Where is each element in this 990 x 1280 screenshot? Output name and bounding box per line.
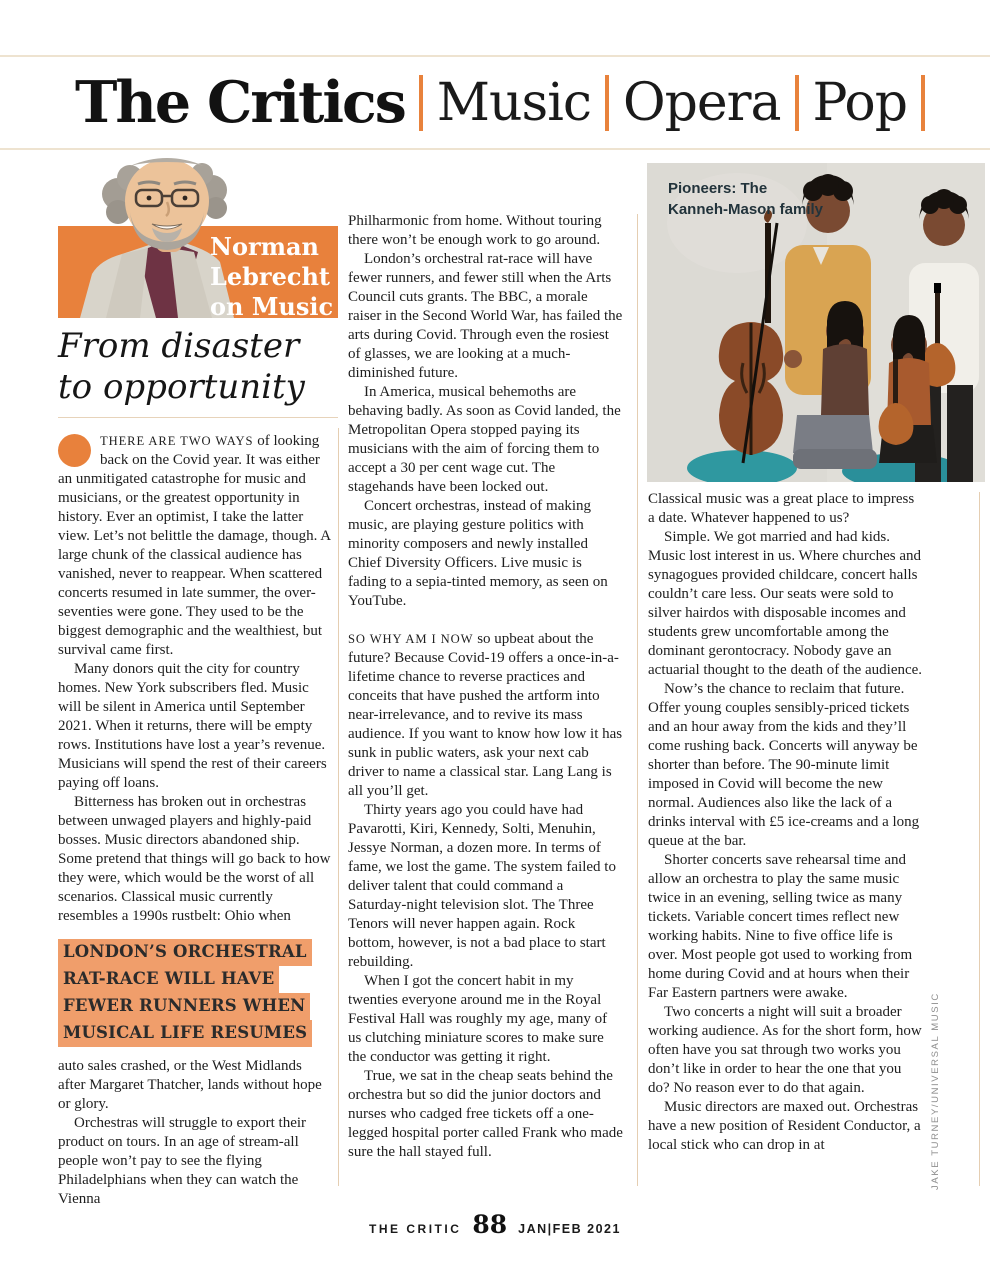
- article-column-1: [58, 432, 333, 1209]
- paragraph: Classical music was a great place to impress a date. Whatever happened to us?: [648, 491, 915, 526]
- column-rule: [637, 214, 638, 1186]
- pull-quote-line: RAT-RACE WILL HAVE: [58, 966, 279, 993]
- photo-caption: [668, 178, 823, 220]
- smallcaps-lead: THERE ARE TWO WAYS: [100, 434, 254, 448]
- paragraph: SO WHY AM I NOW so upbeat about the future? Because Covid-19 offers a once-in-a-lifetime chance to reverse practices and conceits that have pushed the artform into near-irrelevance, and to revive its mass audience. If you want to know how low it has sunk in public waters, ask your next cab driver to name a classical star. Lang Lang is all you’ll get.: [348, 631, 623, 799]
- author-byline-line: on Music: [210, 292, 334, 321]
- section-label-music: Music: [436, 72, 591, 133]
- paragraph: True, we sat in the cheap seats behind the orchestra but so did the junior doctors and nurses who cadged free tickets off a one-legged hospital porter called Frank who made sure the hall stayed full.: [348, 1068, 623, 1160]
- paragraph: Concert orchestras, instead of making music, are playing gesture politics with minority composers and newly installed Chief Diversity Officers. Live music is fading to a sepia-tinted memory, as seen on YouTube.: [348, 498, 608, 609]
- paragraph: Now’s the chance to reclaim that future. Offer young couples sensibly-priced tickets and an hour away from the kids and they’ll come rushing back. Concerts will anyway be shorter than before. The 90-minute limit imposed in Covid will become the new normal. Audiences also like the lack of a drinks interval with £5 ice-creams and a long queue at the bar.: [648, 681, 920, 849]
- paragraph: Bitterness has broken out in orchestras between unwaged players and highly-paid bosses. Music directors abandoned ship. Some pretend that things will go back to how they were, which would be the worst of all scenarios. Classical music currently resembles a 1990s rustbelt: Ohio when: [58, 794, 331, 924]
- paragraph: Shorter concerts save rehearsal time and allow an orchestra to play the same music twice in an evening, selling twice as many tickets. Variable concert times reflect new working habits. Nine to five office life is over. Most people got used to working from home during Covid and at hours when their Far Eastern partners were awake.: [648, 852, 913, 1001]
- author-byline: [210, 232, 340, 322]
- paragraph: Music directors are maxed out. Orchestras have a new position of Resident Conductor, a local stick who can drop in at: [648, 1099, 921, 1153]
- section-label-pop: Pop: [812, 72, 908, 133]
- footer-issue: JAN|FEB 2021: [518, 1222, 621, 1236]
- paragraph: London’s orchestral rat-race will have fewer runners, and fewer still when the Arts Council cuts grants. The BBC, a morale raiser in the Second World War, has failed the arts during Covid. Through even the rosiest of glasses, we are looking at a much-diminished future.: [348, 251, 623, 381]
- article-column-3: [648, 490, 923, 1155]
- pull-quote-line: MUSICAL LIFE RESUMES: [58, 1020, 312, 1047]
- paragraph: THERE ARE TWO WAYS of looking back on the Covid year. It was either an unmitigated catastrophe for music and musicians, or the greatest opportunity in history. Ever an optimist, I take the latter view. Let’s not belittle the damage, though. A large chunk of the classical audience has vanished, never to reappear. When scattered concerts resumed in late summer, the over-seventies were gone. They used to be the biggest demographic and the wealthiest, but survival came first.: [58, 433, 331, 658]
- paragraph: Simple. We got married and had kids. Music lost interest in us. Where churches and synagogues provided childcare, concert halls couldn’t care less. Our seats were sold to silver hairdos with disposable incomes and students grew uncomfortable among the dominant gerontocracy. Nobody gave an actuarial thought to the death of the audience.: [648, 529, 923, 678]
- pull-quote-row: [58, 1020, 333, 1047]
- paragraph: When I got the concert habit in my twenties everyone around me in the Royal Festival Hall was roughly my age, many of us clutching miniature scores to make sure the conductor was getting it right.: [348, 973, 608, 1065]
- headline-line: to opportunity: [58, 367, 305, 407]
- pull-quote-row: [58, 939, 333, 966]
- separator-bar: [605, 75, 609, 131]
- paragraph: Many donors quit the city for country homes. New York subscribers fled. Music will be silent in America until September 2021. When it returns, there will be empty rows. Institutions have lost a year’s revenue. Musicians will spend the rest of their careers paying off loans.: [58, 661, 327, 791]
- author-byline-line: Lebrecht: [210, 262, 330, 291]
- author-byline-line: Norman: [210, 232, 319, 261]
- paragraph: Philharmonic from home. Without touring there won’t be enough work to go around.: [348, 213, 602, 248]
- section-header: [0, 55, 990, 150]
- page-footer: [0, 1210, 990, 1239]
- pull-quote-line: FEWER RUNNERS WHEN: [58, 993, 310, 1020]
- article-headline: [58, 326, 348, 408]
- paragraph: Two concerts a night will suit a broader working audience. As for the short form, how often have you sat through two works you don’t like in order to hear the one that you do? No reason ever to do that again.: [648, 1004, 922, 1096]
- paragraph: Orchestras will struggle to export their product on tours. In an age of stream-all people won’t pay to see the flying Philadelphians when they can watch the Vienna: [58, 1115, 307, 1207]
- paragraph: auto sales crashed, or the West Midlands after Margaret Thatcher, lands without hope or glory.: [58, 1058, 322, 1112]
- column-rule: [338, 428, 339, 1186]
- paragraph: Thirty years ago you could have had Pavarotti, Kiri, Kennedy, Solti, Menuhin, Jessye Norman, a dozen more. In terms of fame, we lost the game. The system failed to deliver talent that could command a Saturday-night television slot. The Three Tenors will never happen again. Rock bottom, however, is not a bad place to start rebuilding.: [348, 802, 616, 970]
- photo-caption-line: Pioneers: The: [668, 180, 768, 197]
- column-rule: [979, 492, 980, 1186]
- footer-page-number: 88: [472, 1210, 508, 1239]
- opening-bullet-ornament: [58, 434, 91, 467]
- footer-magazine-name: THE CRITIC: [369, 1222, 462, 1236]
- brand-title: The Critics: [75, 69, 405, 136]
- pull-quote-row: [58, 966, 333, 993]
- photo-credit: JAKE TURNEY/UNIVERSAL MUSIC: [930, 992, 941, 1190]
- separator-bar: [921, 75, 925, 131]
- separator-bar: [795, 75, 799, 131]
- photo-caption-line: Kanneh-Mason family: [668, 201, 824, 218]
- separator-bar: [419, 75, 423, 131]
- article-column-2: [348, 212, 623, 1162]
- paragraph: In America, musical behemoths are behaving badly. As soon as Covid landed, the Metropolitan Opera stopped paying its musicians with the aim of forcing them to accept a 30 per cent wage cut. The stagehands have been locked out.: [348, 384, 621, 495]
- headline-rule: [58, 417, 338, 418]
- smallcaps-lead: SO WHY AM I NOW: [348, 632, 474, 646]
- pull-quote-line: LONDON’S ORCHESTRAL: [58, 939, 312, 966]
- section-label-opera: Opera: [622, 72, 781, 133]
- pull-quote: [58, 939, 333, 1047]
- headline-line: From disaster: [58, 326, 300, 366]
- pull-quote-row: [58, 993, 333, 1020]
